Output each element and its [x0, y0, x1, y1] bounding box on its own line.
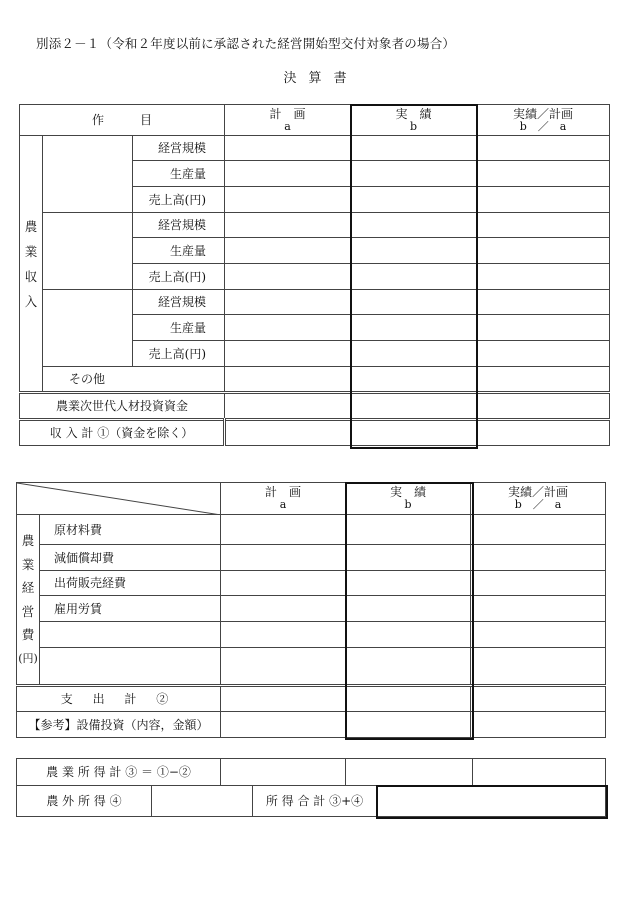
expense-row-label: 減価償却費 — [40, 545, 221, 571]
row-label: 売上高(円) — [133, 187, 225, 213]
expense-row-label[interactable] — [40, 648, 221, 686]
plan-cell[interactable] — [225, 238, 351, 264]
ratio-cell[interactable] — [477, 238, 610, 264]
expense-row-label: 雇用労賃 — [40, 596, 221, 622]
ratio-cell[interactable] — [477, 136, 610, 161]
ratio-cell[interactable] — [471, 622, 606, 648]
ratio-cell[interactable] — [477, 187, 610, 213]
ratio-cell[interactable] — [477, 367, 610, 393]
farm-income-group-label: 農 業 収 入 — [20, 136, 43, 393]
expense-row-label: 出荷販売経費 — [40, 571, 221, 596]
plan-cell[interactable] — [221, 545, 346, 571]
diagonal-line — [17, 483, 221, 515]
expense-row-label: 原材料費 — [40, 515, 221, 545]
col-header-plan: 計 画 a — [221, 483, 346, 515]
actual-column-highlight — [345, 482, 474, 740]
plan-cell[interactable] — [221, 515, 346, 545]
expense-row-label[interactable] — [40, 622, 221, 648]
attachment-title: 別添２－１（令和２年度以前に承認された経営開始型交付対象者の場合） — [36, 36, 456, 51]
income-total-label: 収 入 計 ①（資金を除く） — [20, 420, 225, 446]
expense-table — [16, 482, 606, 738]
ratio-cell[interactable] — [471, 515, 606, 545]
col-header-ratio: 実績／計画 b ／ a — [477, 105, 610, 136]
farm-income-ratio-cell[interactable] — [473, 759, 606, 786]
ratio-cell[interactable] — [477, 315, 610, 341]
row-label: 経営規模 — [133, 290, 225, 315]
row-label: 生産量 — [133, 161, 225, 187]
row-label: 売上高(円) — [133, 341, 225, 367]
farm-income-plan-cell[interactable] — [221, 759, 346, 786]
diagonal-header-cell — [17, 483, 221, 515]
actual-column-highlight — [350, 104, 478, 449]
col-header-item: 作 目 — [20, 105, 225, 136]
plan-cell[interactable] — [225, 367, 351, 393]
ratio-cell[interactable] — [471, 712, 606, 738]
plan-cell[interactable] — [221, 571, 346, 596]
plan-cell[interactable] — [225, 213, 351, 238]
row-label: 経営規模 — [133, 213, 225, 238]
ratio-cell[interactable] — [471, 648, 606, 686]
plan-cell[interactable] — [221, 686, 346, 712]
ratio-cell[interactable] — [471, 545, 606, 571]
plan-cell[interactable] — [221, 648, 346, 686]
farm-expense-group-label: 農 業 経 営 費 (円) — [17, 515, 40, 686]
farm-income-total-label: 農 業 所 得 計 ③ ＝ ①−② — [17, 759, 221, 786]
plan-cell[interactable] — [221, 712, 346, 738]
ratio-cell[interactable] — [471, 686, 606, 712]
document-title: 決算書 — [283, 71, 359, 86]
crop-name-cell-3[interactable] — [43, 290, 133, 367]
plan-cell[interactable] — [225, 341, 351, 367]
non-farm-income-label: 農 外 所 得 ④ — [17, 786, 152, 817]
crop-name-cell-2[interactable] — [43, 213, 133, 290]
ratio-cell[interactable] — [477, 264, 610, 290]
total-income-label: 所 得 合 計 ③+④ — [253, 786, 377, 817]
ratio-cell[interactable] — [477, 420, 610, 446]
subsidy-label: 農業次世代人材投資資金 — [20, 393, 225, 420]
ratio-cell[interactable] — [471, 596, 606, 622]
col-header-actual: 実 績 b — [351, 105, 477, 136]
col-header-ratio: 実績／計画 b ／ a — [471, 483, 606, 515]
plan-cell[interactable] — [225, 187, 351, 213]
ratio-cell[interactable] — [471, 571, 606, 596]
row-label: 経営規模 — [133, 136, 225, 161]
reference-investment-label: 【参考】設備投資（内容，金額） — [17, 712, 221, 738]
ratio-cell[interactable] — [477, 213, 610, 238]
plan-cell[interactable] — [221, 622, 346, 648]
plan-cell[interactable] — [225, 315, 351, 341]
plan-cell[interactable] — [225, 290, 351, 315]
ratio-cell[interactable] — [477, 393, 610, 420]
crop-name-cell-1[interactable] — [43, 136, 133, 213]
plan-cell[interactable] — [225, 136, 351, 161]
ratio-cell[interactable] — [477, 290, 610, 315]
ratio-cell[interactable] — [477, 341, 610, 367]
col-header-plan: 計 画 a — [225, 105, 351, 136]
row-label: 売上高(円) — [133, 264, 225, 290]
income-table — [19, 104, 610, 446]
other-income-label: その他 — [43, 367, 225, 393]
plan-cell[interactable] — [225, 393, 351, 420]
total-income-highlight — [376, 785, 608, 819]
plan-cell[interactable] — [225, 161, 351, 187]
col-header-actual: 実 績 b — [346, 483, 471, 515]
plan-cell[interactable] — [225, 264, 351, 290]
non-farm-income-value-cell[interactable] — [152, 786, 253, 817]
farm-income-actual-cell[interactable] — [346, 759, 473, 786]
row-label: 生産量 — [133, 238, 225, 264]
ratio-cell[interactable] — [477, 161, 610, 187]
expense-total-label: 支 出 計 ② — [17, 686, 221, 712]
row-label: 生産量 — [133, 315, 225, 341]
plan-cell[interactable] — [225, 420, 351, 446]
plan-cell[interactable] — [221, 596, 346, 622]
